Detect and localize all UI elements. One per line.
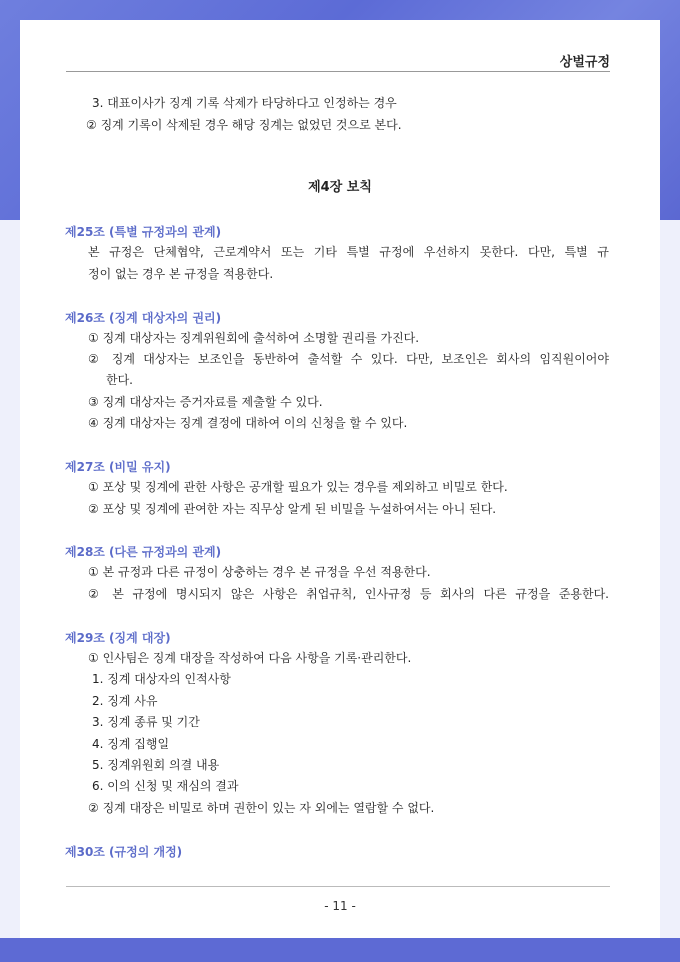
sub-list-item: 3. 징계 종류 및 기간 xyxy=(92,715,200,729)
list-item: ③ 징계 대상자는 증거자료를 제출할 수 있다. xyxy=(88,395,323,409)
article-title: 제28조 (다른 규정과의 관계) xyxy=(65,545,222,559)
list-item: 3. 대표이사가 징계 기록 삭제가 타당하다고 인정하는 경우 xyxy=(92,96,397,110)
document-page xyxy=(20,20,660,938)
header-rule xyxy=(66,71,610,72)
article-title: 제25조 (특별 규정과의 관계) xyxy=(65,225,222,239)
sub-list-item: 2. 징계 사유 xyxy=(92,694,158,708)
page-number: - 11 - xyxy=(324,899,356,913)
background-band-bottom xyxy=(0,938,680,962)
header-title: 상벌규정 xyxy=(559,55,610,70)
list-item: ② 본 규정에 명시되지 않은 사항은 취업규칙, 인사규정 등 회사의 다른 규정을 준용한다. xyxy=(88,587,609,601)
background-side-left xyxy=(0,220,20,938)
list-item: ④ 징계 대상자는 징계 결정에 대하여 이의 신청을 할 수 있다. xyxy=(88,416,408,430)
article-title: 제29조 (징계 대장) xyxy=(65,631,171,645)
list-item: ② 포상 및 징계에 관여한 자는 직무상 알게 된 비밀을 누설하여서는 아니 된다. xyxy=(88,502,497,516)
list-item: ② 징계 대상자는 보조인을 동반하여 출석할 수 있다. 다만, 보조인은 회사의 임직원이어야 xyxy=(88,352,609,366)
list-item: ① 본 규정과 다른 규정이 상충하는 경우 본 규정을 우선 적용한다. xyxy=(88,565,431,579)
list-item: ② 징계 대장은 비밀로 하며 권한이 있는 자 외에는 열람할 수 없다. xyxy=(88,801,435,815)
list-item: ① 포상 및 징계에 관한 사항은 공개할 필요가 있는 경우를 제외하고 비밀로 한다. xyxy=(88,480,508,494)
sub-list-item: 1. 징계 대상자의 인적사항 xyxy=(92,672,231,686)
list-item: ① 인사팀은 징계 대장을 작성하여 다음 사항을 기록·관리한다. xyxy=(88,651,412,665)
chapter-title: 제4장 보칙 xyxy=(308,180,372,195)
paragraph-line: 본 규정은 단체협약, 근로계약서 또는 기타 특별 규정에 우선하지 못한다. 다만, 특별 규 xyxy=(88,245,609,259)
paragraph-line: 정이 없는 경우 본 규정을 적용한다. xyxy=(88,267,274,281)
footer-rule xyxy=(66,886,610,887)
sub-list-item: 4. 징계 집행일 xyxy=(92,737,170,751)
background-side-right xyxy=(660,220,680,938)
article-title: 제26조 (징계 대상자의 권리) xyxy=(65,311,222,325)
article-title: 제30조 (규정의 개정) xyxy=(65,845,183,859)
sub-list-item: 6. 이의 신청 및 재심의 결과 xyxy=(92,779,239,793)
list-item-continuation: 한다. xyxy=(106,373,133,387)
list-item: ② 징계 기록이 삭제된 경우 해당 징계는 없었던 것으로 본다. xyxy=(86,118,402,132)
sub-list-item: 5. 징계위원회 의결 내용 xyxy=(92,758,220,772)
article-title: 제27조 (비밀 유지) xyxy=(65,460,171,474)
list-item: ① 징계 대상자는 징계위원회에 출석하여 소명할 권리를 가진다. xyxy=(88,331,420,345)
